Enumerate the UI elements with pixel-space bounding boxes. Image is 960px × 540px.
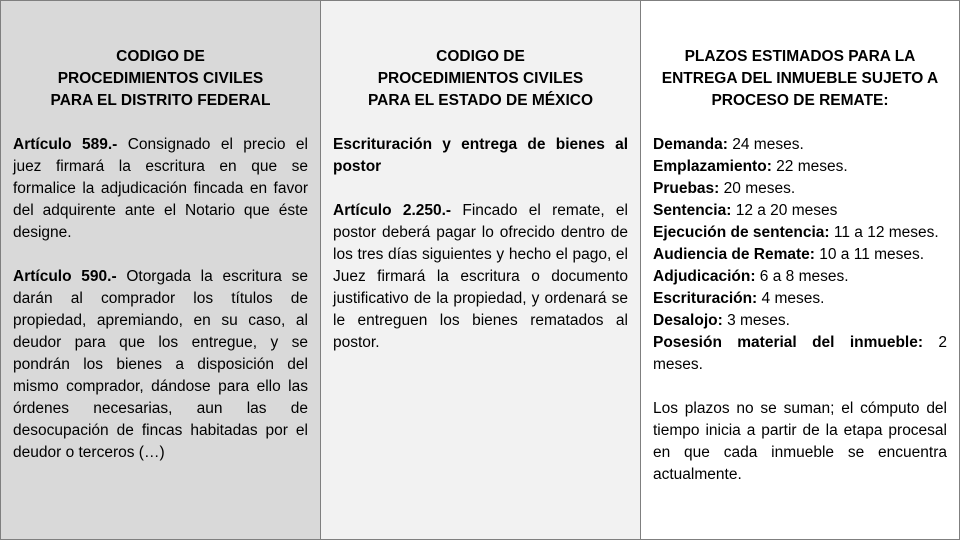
list-item — [653, 134, 947, 156]
item-value: 20 meses. — [719, 180, 796, 197]
list-item — [653, 332, 947, 376]
column-heading — [653, 46, 947, 112]
subheading-text: Escrituración y entrega de bienes al postor — [333, 136, 628, 175]
heading-line: PLAZOS ESTIMADOS PARA LA — [684, 48, 916, 65]
article-paragraph — [13, 266, 308, 464]
item-label: Ejecución de sentencia: — [653, 224, 830, 241]
item-value: 24 meses. — [727, 136, 804, 153]
heading-line: PARA EL ESTADO DE MÉXICO — [367, 92, 594, 109]
heading-line: PROCEDIMIENTOS CIVILES — [377, 70, 584, 87]
heading-line: PARA EL DISTRITO FEDERAL — [50, 92, 271, 109]
heading-line: ENTREGA DEL INMUEBLE SUJETO A — [661, 70, 939, 87]
item-label: Escrituración: — [653, 290, 758, 307]
item-value: 6 a 8 meses. — [755, 268, 849, 285]
column-heading — [333, 46, 628, 112]
item-label: Audiencia de Remate: — [653, 246, 815, 263]
item-label: Pruebas: — [653, 180, 720, 197]
heading-line: CODIGO DE — [116, 48, 205, 65]
article-label: Artículo 589.- — [13, 136, 118, 153]
item-label: Desalojo: — [653, 312, 723, 329]
column-estado-de-mexico — [321, 0, 641, 540]
column-plazos-estimados — [641, 0, 960, 540]
list-item — [653, 200, 947, 222]
item-value: 12 a 20 meses — [731, 202, 838, 219]
item-value: 22 meses. — [771, 158, 848, 175]
list-item — [653, 288, 947, 310]
column-distrito-federal — [0, 0, 321, 540]
article-label: Artículo 590.- — [13, 268, 117, 285]
heading-line: PROCESO DE REMATE: — [711, 92, 889, 109]
list-item — [653, 178, 947, 200]
item-value: 2 meses. — [653, 334, 947, 373]
item-value: 11 a 12 meses. — [829, 224, 939, 241]
article-paragraph — [13, 134, 308, 244]
article-paragraph — [333, 200, 628, 354]
list-item — [653, 222, 947, 244]
note-paragraph: Los plazos no se suman; el cómputo del tiempo inicia a partir de la etapa procesal en que cada inmueble se encuentra actualmente. — [653, 400, 947, 483]
article-label: Artículo 2.250.- — [333, 202, 452, 219]
heading-line: CODIGO DE — [436, 48, 525, 65]
item-value: 4 meses. — [757, 290, 825, 307]
list-item — [653, 310, 947, 332]
list-item — [653, 244, 947, 266]
item-label: Demanda: — [653, 136, 728, 153]
article-text: Fincado el remate, el postor deberá pagar lo ofrecido dentro de los tres días siguientes y hecho el pago, el Juez firmará la escritura o documento justificativo de la propiedad, y ordenará se le entreguen los bienes rematados al postor. — [333, 202, 628, 351]
item-value: 10 a 11 meses. — [814, 246, 925, 263]
list-item — [653, 266, 947, 288]
item-label: Posesión material del inmueble: — [653, 334, 924, 351]
column-heading — [13, 46, 308, 112]
item-label: Emplazamiento: — [653, 158, 772, 175]
article-text: Otorgada la escritura se darán al comprador los títulos de propiedad, apremiando, en su caso, al deudor para que los entregue, y se pondrán los bienes a disposición del mismo comprador, dándose para ello las órdenes necesarias, aun las de desocupación de fincas habitadas por el deudor o terceros (…) — [13, 268, 308, 461]
list-item — [653, 156, 947, 178]
item-label: Sentencia: — [653, 202, 732, 219]
section-subheading — [333, 134, 628, 178]
article-text: Consignado el precio el juez firmará la escritura en que se formalice la adjudicación fincada en favor del adquirente ante el Notario que éste designe. — [13, 136, 308, 241]
item-value: 3 meses. — [722, 312, 790, 329]
item-label: Adjudicación: — [653, 268, 756, 285]
heading-line: PROCEDIMIENTOS CIVILES — [57, 70, 264, 87]
plazos-list — [653, 134, 947, 376]
